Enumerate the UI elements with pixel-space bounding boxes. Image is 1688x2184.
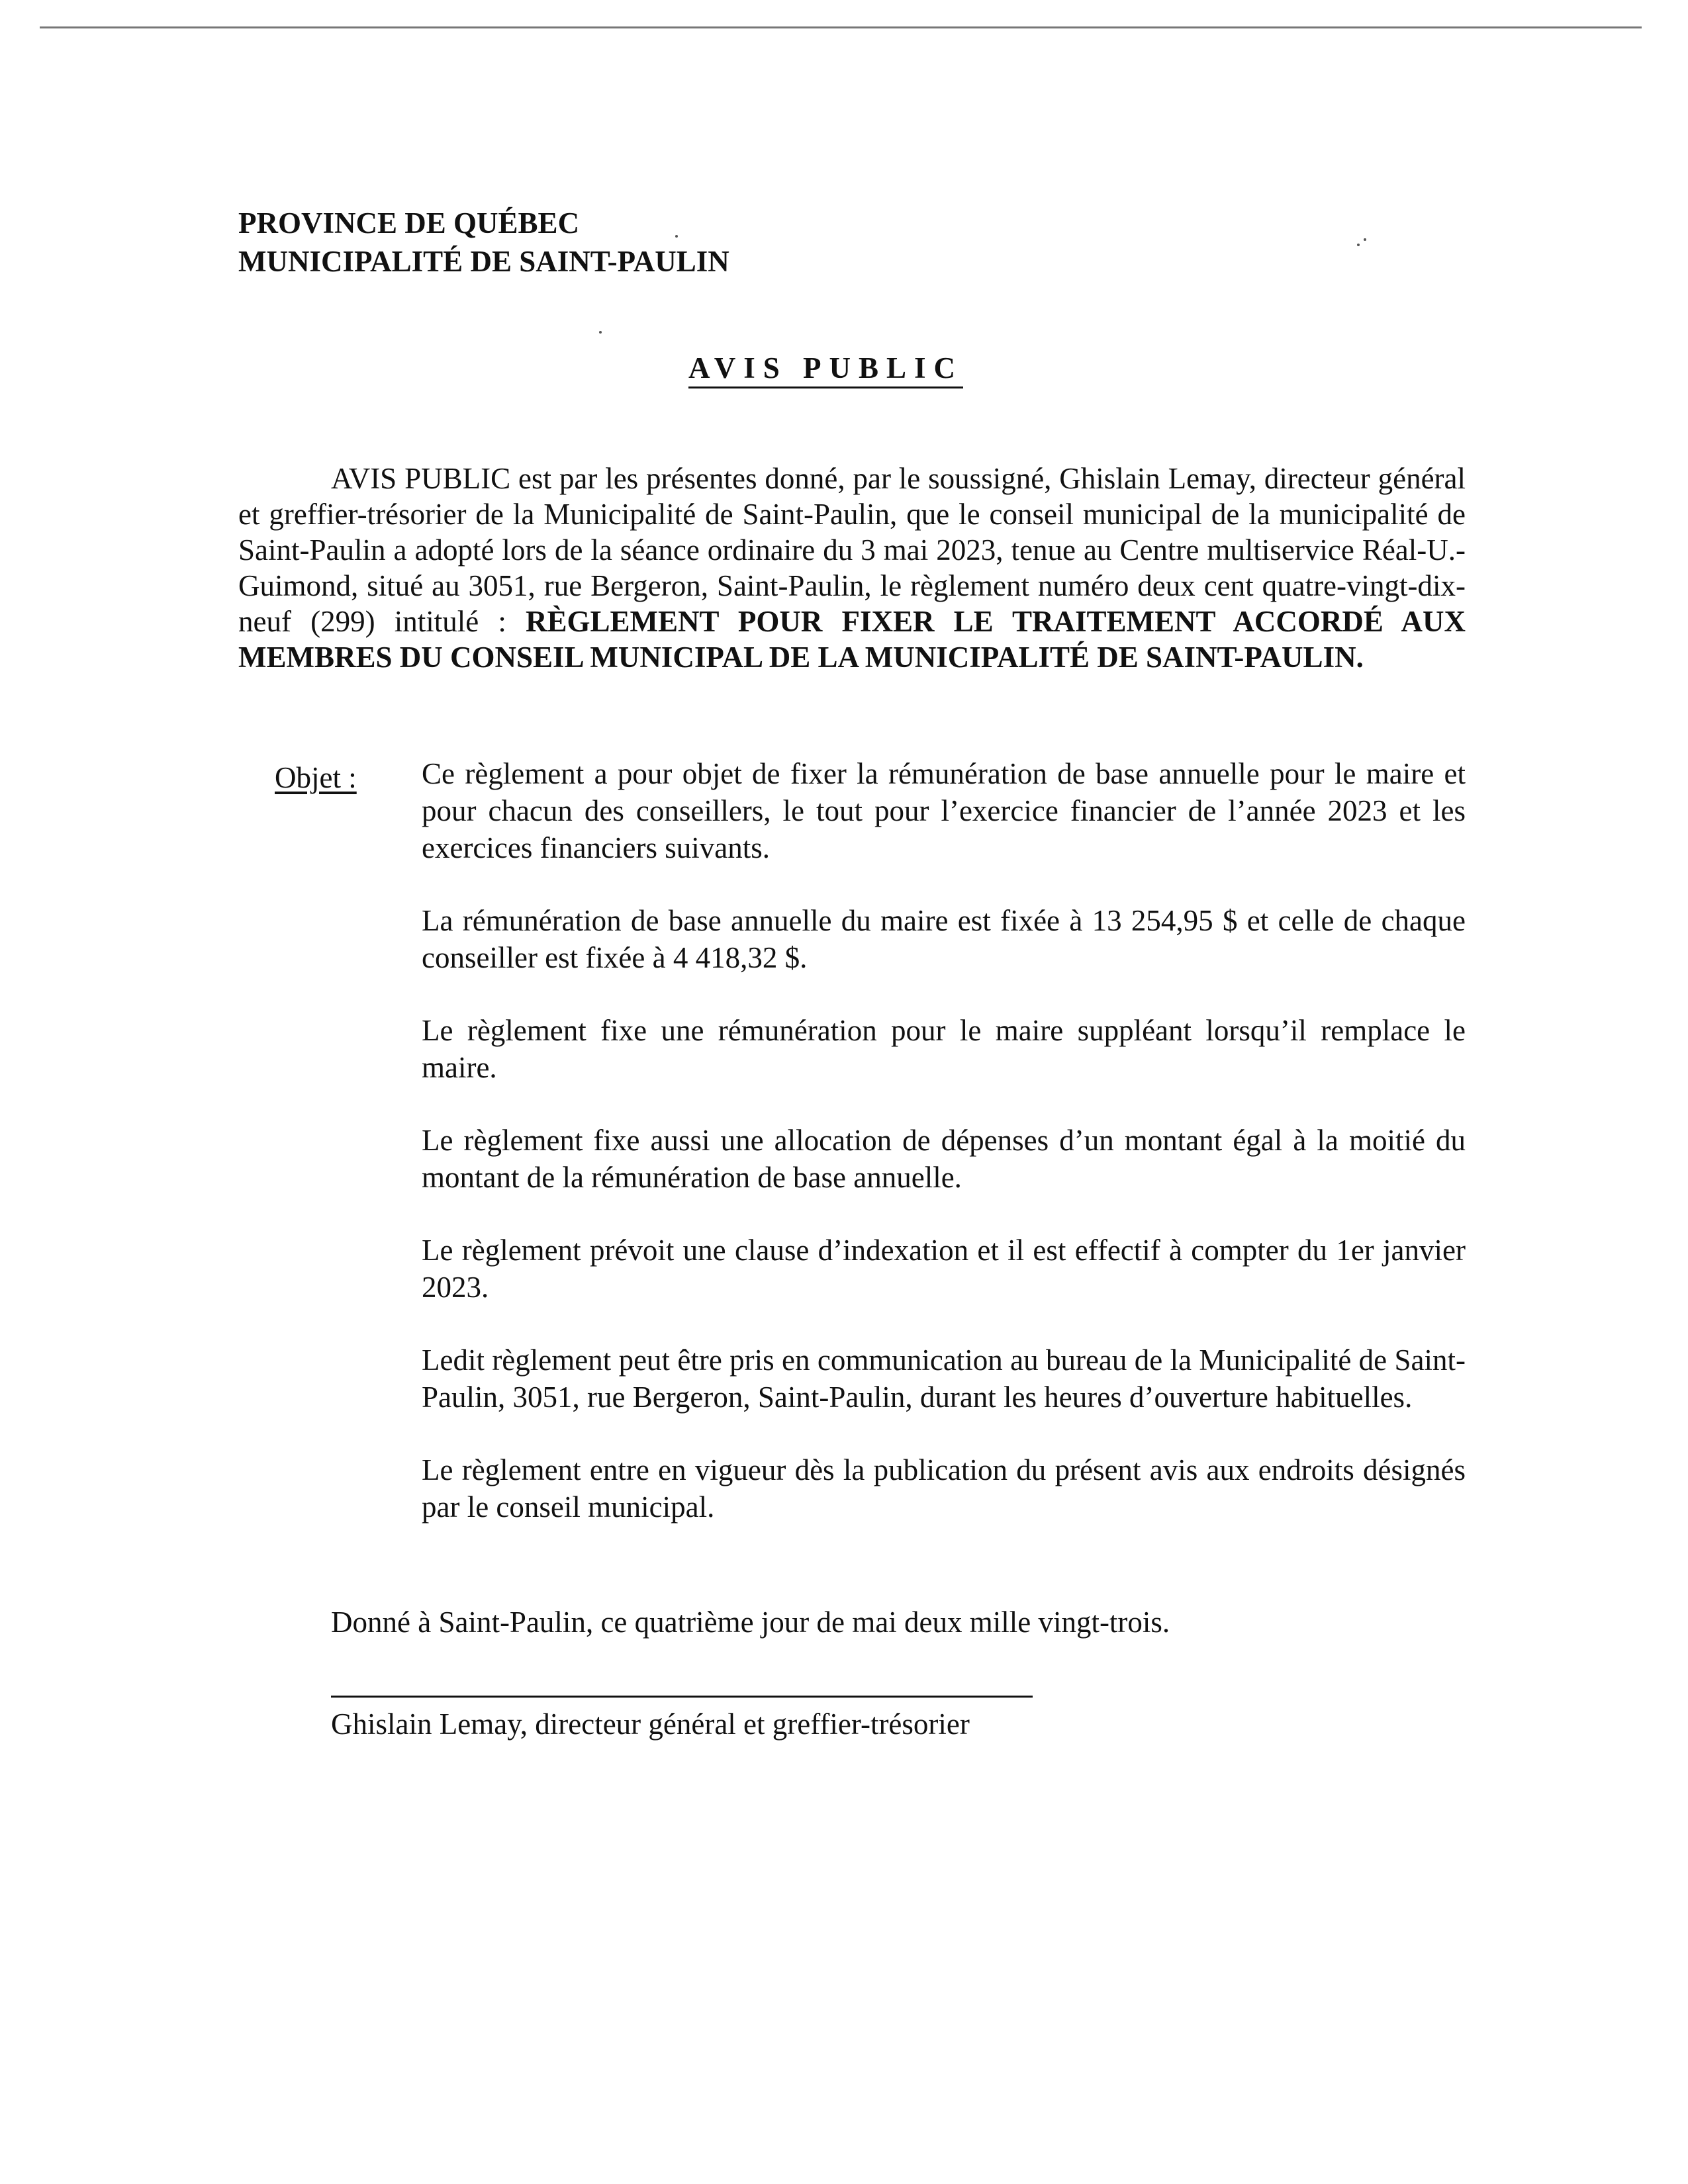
intro-text: AVIS PUBLIC est par les présentes donné, par le soussigné, Ghislain Lemay, directeur général et greffier-trésorier de la Municipalité de Saint-Paulin, que le conseil municipal de la municipalité de Saint-Paulin a adopté lors de la séance ordinaire du 3 mai 2023, tenue au Centre multiservice Réal-U.-Guimond, situé au 3051, rue Bergeron, Saint-Paulin, le règlement numéro deux cent quatre-vingt-dix-neuf (299) intitulé : bbox=[238, 462, 1466, 638]
signatory-name: Ghislain Lemay, directeur général et greffier-trésorier bbox=[331, 1707, 970, 1741]
page-title: AVIS PUBLIC bbox=[688, 351, 963, 388]
objet-paragraph-allowance: Le règlement fixe aussi une allocation de dépenses d’un montant égal à la moitié du montant de la rémunération de base annuelle. bbox=[422, 1124, 1466, 1194]
objet-paragraph-indexation: Le règlement prévoit une clause d’indexation et il est effectif à compter du 1er janvier 2023. bbox=[422, 1234, 1466, 1304]
objet-paragraph-purpose: Ce règlement a pour objet de fixer la rémunération de base annuelle pour le maire et pour chacun des conseillers, le tout pour l’exercice financier de l’année 2023 et les exercices financiers suivants. bbox=[422, 757, 1466, 864]
bylaw-title: RÈGLEMENT POUR FIXER LE TRAITEMENT ACCORDÉ AUX MEMBRES DU CONSEIL MUNICIPAL DE LA MUNICIPALITÉ DE SAINT-PAULIN. bbox=[238, 605, 1466, 674]
province-heading: PROVINCE DE QUÉBEC bbox=[238, 206, 580, 240]
scan-speck bbox=[1364, 238, 1366, 241]
scan-edge-line bbox=[40, 26, 1642, 28]
document-header bbox=[238, 204, 729, 281]
scan-speck bbox=[675, 235, 678, 238]
objet-label: Objet : bbox=[275, 761, 357, 794]
objet-paragraph-deputy-mayor: Le règlement fixe une rémunération pour le maire suppléant lorsqu’il remplace le maire. bbox=[422, 1014, 1466, 1084]
objet-paragraph-remuneration: La rémunération de base annuelle du maire est fixée à 13 254,95 $ et celle de chaque conseiller est fixée à 4 418,32 $. bbox=[422, 904, 1466, 974]
municipality-heading: MUNICIPALITÉ DE SAINT-PAULIN bbox=[238, 245, 729, 278]
objet-paragraph-effective: Le règlement entre en vigueur dès la publication du présent avis aux endroits désignés par le conseil municipal. bbox=[422, 1453, 1466, 1524]
intro-paragraph bbox=[238, 461, 1466, 675]
objet-section bbox=[422, 755, 1466, 1561]
given-at-line: Donné à Saint-Paulin, ce quatrième jour de mai deux mille vingt-trois. bbox=[331, 1606, 1170, 1639]
scan-speck bbox=[1357, 244, 1360, 246]
signature-line bbox=[331, 1696, 1033, 1698]
objet-paragraph-consultation: Ledit règlement peut être pris en communication au bureau de la Municipalité de Saint-Paulin, 3051, rue Bergeron, Saint-Paulin, durant les heures d’ouverture habituelles. bbox=[422, 1343, 1466, 1414]
scan-speck bbox=[599, 331, 602, 334]
